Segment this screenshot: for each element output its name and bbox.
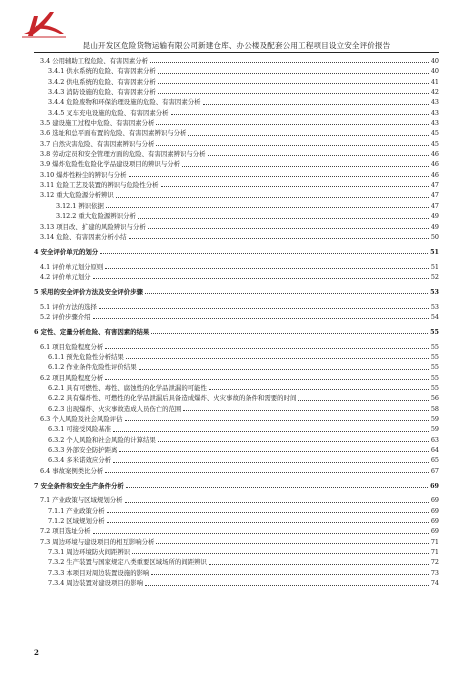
toc-leader-dots (105, 472, 429, 473)
toc-entry[interactable] (34, 211, 439, 221)
toc-entry-title: 4 安全评价单元的划分 (34, 247, 99, 256)
toc-entry-page: 69 (430, 527, 439, 536)
toc-leader-dots (182, 166, 429, 167)
toc-leader-dots (129, 238, 429, 239)
toc-entry-page: 55 (430, 383, 439, 392)
toc-entry-page: 71 (430, 548, 439, 557)
toc-entry-title: 6.1.1 预先危险性分析结果 (48, 352, 124, 361)
toc-leader-dots (158, 441, 429, 442)
toc-leader-dots (150, 62, 429, 63)
toc-entry[interactable] (34, 56, 439, 66)
toc-entry-page: 69 (430, 496, 439, 505)
toc-entry[interactable] (34, 568, 439, 578)
toc-entry[interactable] (34, 445, 439, 455)
toc-entry-title: 6.3.4 多米诺效应分析 (48, 456, 112, 465)
toc-entry[interactable] (34, 435, 439, 445)
toc-leader-dots (138, 218, 429, 219)
toc-entry-title: 5.2 评价步骤介绍 (40, 312, 91, 321)
toc-entry[interactable] (34, 77, 439, 87)
toc-entry[interactable] (34, 128, 439, 138)
toc-entry-page: 58 (430, 404, 439, 413)
toc-entry-page: 69 (430, 481, 439, 490)
toc-entry-title: 7 安全条件和安全生产条件分析 (34, 481, 124, 490)
toc-leader-dots (158, 83, 429, 84)
toc-entry-title: 3.10 爆炸性粉尘的辨识与分析 (40, 170, 127, 179)
toc-entry[interactable] (34, 516, 439, 526)
toc-leader-dots (148, 228, 429, 229)
toc-entry-title: 6.3 个人风险及社会风险评估 (40, 415, 123, 423)
toc-entry-page: 50 (430, 232, 439, 241)
toc-entry[interactable] (34, 414, 439, 424)
toc-entry-title: 4.2 评价单元划分 (40, 272, 91, 281)
toc-entry-title: 3.5 建设施工过程中危险、有害因素分析 (40, 119, 155, 128)
toc-leader-dots (93, 318, 429, 319)
toc-entry-title: 7.1.1 产业政策分析 (48, 506, 105, 515)
toc-entry[interactable] (34, 97, 439, 107)
toc-entry-page: 46 (430, 150, 439, 159)
toc-leader-dots (107, 512, 429, 513)
toc-entry-title: 7.3.2 生产装置与国家规定八类重要区域场所的间距辨识 (48, 558, 207, 567)
toc-entry-page: 64 (430, 446, 439, 455)
toc-leader-dots (151, 333, 428, 334)
toc-entry-title: 7.3.1 周边环境防火间距辨识 (48, 548, 131, 557)
toc-entry-title: 6.3.3 外部安全防护距离 (48, 446, 118, 455)
toc-leader-dots (105, 379, 429, 380)
toc-leader-dots (119, 451, 428, 452)
toc-entry-page: 71 (430, 537, 439, 546)
toc-leader-dots (161, 186, 429, 187)
toc-entry-title: 7.3.3 本项目对周边装置设施的影响 (48, 568, 150, 577)
toc-entry-page: 59 (430, 425, 439, 434)
toc-entry[interactable] (34, 352, 439, 362)
toc-leader-dots (100, 253, 428, 254)
toc-entry-page: 55 (430, 373, 439, 382)
toc-entry-title: 3.7 自然灾害危险、有害因素辨识与分析 (40, 139, 155, 148)
toc-entry-title: 3.4.4 危险废物和环保治理设施的危险、有害因素分析 (48, 98, 201, 107)
toc-entry[interactable] (34, 547, 439, 557)
toc-entry[interactable] (34, 287, 439, 297)
toc-entry-title: 3.14 危险、有害因素分析小结 (40, 232, 127, 241)
toc-entry-title: 4.1 评价单元划分原则 (40, 262, 104, 271)
toc-leader-dots (99, 308, 429, 309)
toc-leader-dots (188, 135, 428, 136)
toc-entry[interactable] (34, 373, 439, 383)
toc-entry-page: 69 (430, 517, 439, 526)
toc-entry[interactable] (34, 393, 439, 403)
toc-entry-title: 3.12.1 辨识依据 (56, 201, 104, 210)
toc-leader-dots (129, 176, 429, 177)
toc-entry-title: 7.3 周边环境与建设项目的相互影响分析 (40, 537, 155, 546)
toc-entry-title: 3.12.2 重大危险源辨识分析 (56, 212, 136, 221)
toc-entry-page: 43 (430, 119, 439, 128)
toc-entry-page: 52 (430, 272, 439, 281)
toc-entry-title: 5 采用的安全评价方法及安全评价步骤 (34, 287, 143, 296)
toc-leader-dots (209, 389, 429, 390)
header-divider (34, 52, 439, 53)
toc-entry[interactable] (34, 302, 439, 312)
toc-entry[interactable] (34, 455, 439, 465)
toc-entry-page: 42 (430, 88, 439, 97)
toc-entry[interactable] (34, 247, 439, 257)
toc-entry[interactable] (34, 312, 439, 322)
toc-entry-title: 6.4 事故案例类比分析 (40, 466, 104, 475)
toc-entry-title: 6.2.3 出现爆炸、火灾事故造成人员伤亡的范围 (48, 404, 182, 413)
toc-entry[interactable] (34, 108, 439, 118)
toc-entry-page: 51 (430, 262, 439, 271)
toc-entry-title: 6.3.1 可接受风险基准 (48, 425, 112, 434)
toc-entry[interactable] (34, 139, 439, 149)
toc-leader-dots (156, 543, 428, 544)
toc-leader-dots (298, 400, 429, 401)
toc-leader-dots (113, 462, 429, 463)
toc-entry[interactable] (34, 537, 439, 547)
toc-entry[interactable] (34, 578, 439, 588)
toc-entry-page: 41 (430, 77, 439, 86)
toc-entry-page: 67 (430, 466, 439, 475)
toc-entry-page: 49 (430, 222, 439, 231)
toc-entry-title: 6.2.1 具有可燃性、毒性、腐蚀性的化学品泄漏的可能性 (48, 383, 207, 392)
company-logo-icon (20, 8, 68, 38)
toc-entry[interactable] (34, 495, 439, 505)
toc-entry[interactable] (34, 222, 439, 232)
toc-entry-title: 3.13 项目改、扩建的风险辨识与分析 (40, 222, 146, 231)
toc-entry-page: 46 (430, 160, 439, 169)
toc-leader-dots (139, 369, 429, 370)
toc-entry-page: 73 (430, 568, 439, 577)
toc-entry[interactable] (34, 327, 439, 337)
toc-leader-dots (132, 553, 429, 554)
toc-entry-title: 3.12 重大危险源分析辨识 (40, 191, 114, 200)
document-header-title: 昆山开发区危险货物运输有限公司新建仓库、办公楼及配套公用工程项目设立安全评价报告 (82, 41, 391, 50)
toc-entry[interactable] (34, 272, 439, 282)
toc-entry-page: 72 (430, 558, 439, 567)
toc-entry-page: 40 (430, 67, 439, 76)
toc-entry[interactable] (34, 481, 439, 491)
toc-entry-title: 6 定性、定量分析危险、有害因素的结果 (34, 327, 150, 336)
toc-entry-title: 6.3.2 个人风险和社会风险的计算结果 (48, 435, 156, 444)
toc-leader-dots (158, 73, 429, 74)
toc-leader-dots (107, 522, 429, 523)
toc-entry-page: 46 (430, 170, 439, 179)
table-of-contents (34, 56, 439, 589)
toc-entry-title: 6.1 项目危险程度分析 (40, 342, 104, 351)
toc-leader-dots (156, 124, 428, 125)
toc-entry[interactable] (34, 87, 439, 97)
toc-entry-title: 5.1 评价方法的选择 (40, 302, 97, 311)
toc-leader-dots (145, 585, 429, 586)
toc-leader-dots (106, 207, 429, 208)
toc-entry[interactable] (34, 149, 439, 159)
toc-entry[interactable] (34, 506, 439, 516)
toc-entry-page: 55 (430, 352, 439, 361)
toc-entry-page: 53 (430, 302, 439, 311)
toc-leader-dots (105, 268, 429, 269)
toc-entry-page: 43 (430, 108, 439, 117)
toc-entry-title: 3.4.3 消防设施的危险、有害因素分析 (48, 88, 156, 97)
toc-leader-dots (113, 431, 429, 432)
toc-entry-title: 3.4.5 叉车充电设施的危险、有害因素分析 (48, 108, 169, 117)
toc-leader-dots (126, 358, 429, 359)
toc-entry-page: 55 (430, 342, 439, 351)
toc-entry-title: 6.2.2 具有爆炸性、可燃性的化学品泄漏后具备造成爆炸、火灾事故的条件和需要的时间 (48, 394, 297, 403)
toc-leader-dots (126, 487, 428, 488)
toc-leader-dots (93, 278, 429, 279)
toc-entry-page: 40 (430, 57, 439, 65)
toc-leader-dots (203, 104, 429, 105)
toc-entry-page: 59 (430, 415, 439, 423)
toc-leader-dots (116, 197, 429, 198)
toc-entry[interactable] (34, 342, 439, 352)
toc-entry-title: 6.1.2 作业条件危险性评价结果 (48, 363, 137, 372)
toc-entry[interactable] (34, 466, 439, 476)
toc-entry-title: 3.6 选址和总平面布置的危险、有害因素辨识与分析 (40, 129, 187, 138)
toc-entry-title: 3.8 劳动定员和安全管理方面的危险、有害因素辨识与分析 (40, 150, 206, 159)
toc-leader-dots (145, 293, 428, 294)
toc-leader-dots (209, 564, 429, 565)
toc-entry[interactable] (34, 159, 439, 169)
toc-entry-title: 3.4 公用辅助工程危险、有害因素分析 (40, 57, 149, 65)
toc-entry-page: 65 (430, 456, 439, 465)
toc-entry[interactable] (34, 232, 439, 242)
toc-leader-dots (183, 410, 429, 411)
toc-entry-page: 74 (430, 579, 439, 588)
toc-entry-page: 51 (430, 247, 439, 256)
toc-entry[interactable] (34, 170, 439, 180)
toc-entry[interactable] (34, 424, 439, 434)
toc-entry-title: 3.4.2 供电系统的危险、有害因素分析 (48, 77, 156, 86)
toc-entry-title: 3.4.1 供水系统的危险、有害因素分析 (48, 67, 156, 76)
toc-leader-dots (156, 145, 428, 146)
toc-entry-page: 55 (430, 327, 439, 336)
toc-entry-title: 3.9 爆炸危险性危险化学品建设项目的辨识与分析 (40, 160, 181, 169)
toc-entry-title: 7.2 项目选址分析 (40, 527, 91, 536)
toc-entry[interactable] (34, 180, 439, 190)
toc-entry-page: 47 (430, 191, 439, 200)
toc-entry[interactable] (34, 404, 439, 414)
toc-entry-page: 54 (430, 312, 439, 321)
toc-entry-page: 47 (430, 201, 439, 210)
toc-entry-title: 7.1 产业政策与区域规划分析 (40, 496, 123, 505)
toc-entry[interactable] (34, 383, 439, 393)
toc-entry-page: 45 (430, 129, 439, 138)
toc-entry[interactable] (34, 557, 439, 567)
toc-entry[interactable] (34, 201, 439, 211)
toc-leader-dots (105, 348, 429, 349)
toc-leader-dots (171, 114, 429, 115)
toc-entry-page: 49 (430, 212, 439, 221)
toc-entry-page: 47 (430, 181, 439, 190)
toc-entry-title: 3.11 危险工艺及装置的辨识与危险性分析 (40, 181, 159, 190)
toc-entry[interactable] (34, 262, 439, 272)
toc-leader-dots (208, 155, 429, 156)
toc-leader-dots (151, 574, 428, 575)
toc-entry-page: 53 (430, 287, 439, 296)
toc-entry-title: 7.3.4 周边装置对建设项目的影响 (48, 579, 143, 588)
toc-leader-dots (125, 502, 429, 503)
toc-entry-page: 45 (430, 139, 439, 148)
toc-leader-dots (125, 420, 429, 421)
toc-entry[interactable] (34, 526, 439, 536)
toc-entry-title: 7.1.2 区域规划分析 (48, 517, 105, 526)
toc-entry-page: 69 (430, 506, 439, 515)
toc-entry[interactable] (34, 362, 439, 372)
toc-entry[interactable] (34, 118, 439, 128)
toc-entry-page: 56 (430, 394, 439, 403)
toc-entry-title: 6.2 项目风险程度分析 (40, 373, 104, 382)
toc-entry-page: 63 (430, 435, 439, 444)
toc-leader-dots (93, 533, 429, 534)
toc-leader-dots (158, 93, 429, 94)
toc-entry-page: 43 (430, 98, 439, 107)
toc-entry-page: 55 (430, 363, 439, 372)
toc-entry[interactable] (34, 66, 439, 76)
toc-entry[interactable] (34, 190, 439, 200)
page-number: 2 (34, 648, 39, 657)
